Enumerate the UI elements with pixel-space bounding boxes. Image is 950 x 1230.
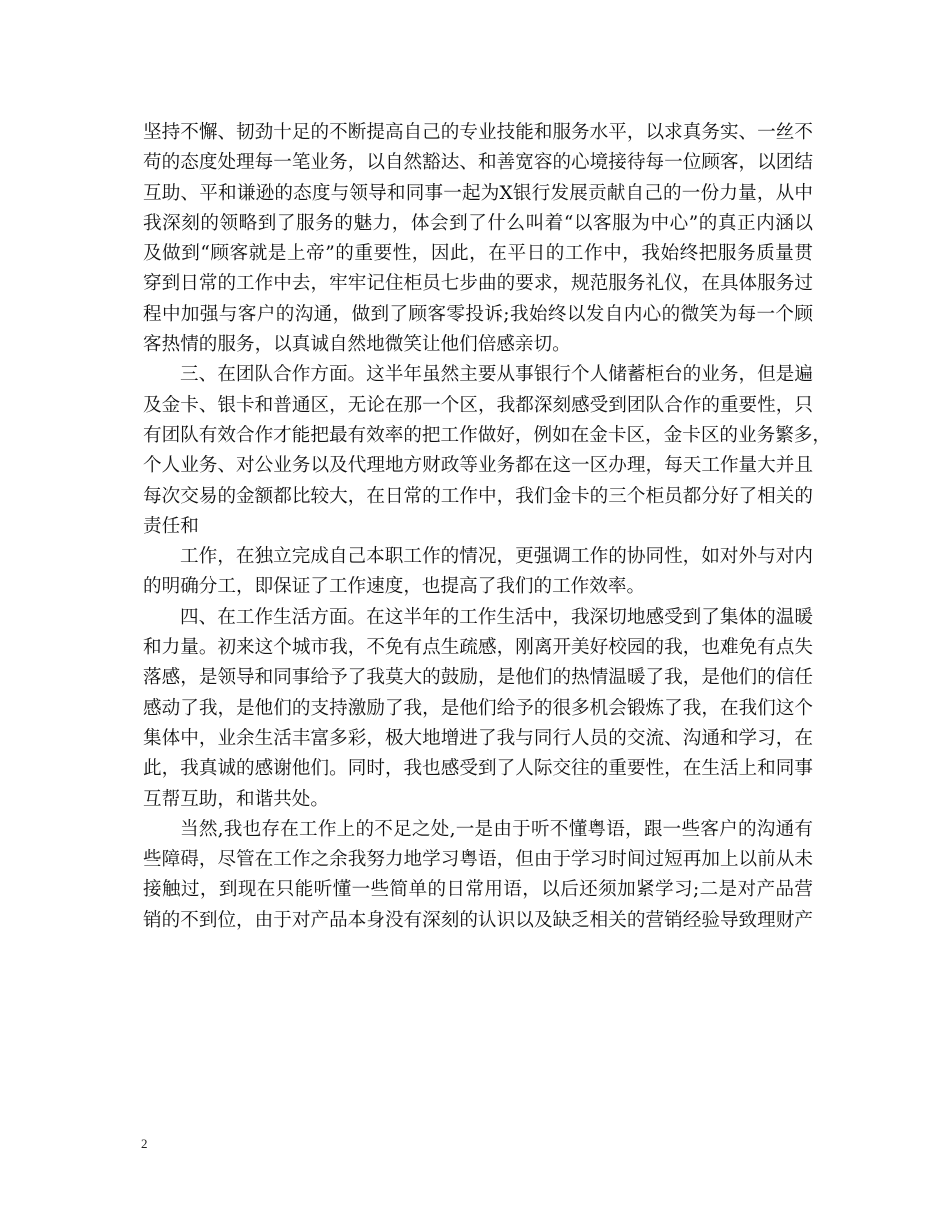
paragraph: [143, 815, 813, 936]
text-line: 感动了我，是他们的支持激励了我，是他们给予的很多机会锻炼了我，在我们这个: [143, 697, 813, 719]
text-line: 每次交易的金额都比较大，在日常的工作中，我们金卡的三个柜员都分好了相关的: [143, 485, 813, 507]
paragraph: [143, 603, 813, 815]
text-line: 客热情的服务，以真诚自然地微笑让他们倍感亲切。: [143, 334, 571, 356]
text-line: 有团队有效合作才能把最有效率的把工作做好，例如在金卡区，金卡区的业务繁多，: [143, 424, 831, 446]
page-number: 2: [141, 1136, 148, 1151]
text-line: 销的不到位，由于对产品本身没有深刻的认识以及缺乏相关的营销经验导致理财产: [143, 909, 813, 931]
text-line: 些障碍，尽管在工作之余我努力地学习粤语，但由于学习时间过短再加上以前从未: [143, 849, 813, 871]
text-line: 的明确分工，即保证了工作速度，也提高了我们的工作效率。: [143, 576, 646, 598]
text-line: 程中加强与客户的沟通，做到了顾客零投诉;我始终以发自内心的微笑为每一个顾: [143, 303, 813, 325]
text-line: 当然,我也存在工作上的不足之处,一是由于听不懂粤语，跟一些客户的沟通有: [180, 818, 813, 840]
paragraph: [143, 118, 813, 360]
text-line: 工作，在独立完成自己本职工作的情况，更强调工作的协同性，如对外与对内: [180, 546, 813, 568]
text-line: 个人业务、对公业务以及代理地方财政等业务都在这一区办理，每天工作量大并且: [143, 455, 813, 477]
text-line: 集体中，业余生活丰富多彩，极大地增进了我与同行人员的交流、沟通和学习，在: [143, 727, 813, 749]
text-line: 及做到“顾客就是上帝”的重要性，因此，在平日的工作中，我始终把服务质量贯: [143, 243, 813, 265]
text-line: 四、在工作生活方面。在这半年的工作生活中，我深切地感受到了集体的温暖: [180, 606, 813, 628]
text-line: 及金卡、银卡和普通区，无论在那一个区，我都深刻感受到团队合作的重要性，只: [143, 394, 813, 416]
text-line: 三、在团队合作方面。这半年虽然主要从事银行个人储蓄柜台的业务，但是遍: [180, 364, 813, 386]
text-line: 坚持不懈、韧劲十足的不断提高自己的专业技能和服务水平，以求真务实、一丝不: [143, 122, 813, 143]
text-line: 互帮互助，和谐共处。: [143, 788, 329, 810]
text-line: 和力量。初来这个城市我，不免有点生疏感，刚离开美好校园的我，也难免有点失: [143, 637, 813, 659]
paragraph: [143, 360, 831, 542]
text-line: 苟的态度处理每一笔业务，以自然豁达、和善宽容的心境接待每一位顾客，以团结: [143, 152, 813, 174]
text-line: 穿到日常的工作中去，牢牢记住柜员七步曲的要求，规范服务礼仪，在具体服务过: [143, 273, 813, 295]
text-line: 我深刻的领略到了服务的魅力，体会到了什么叫着“以客服为中心”的真正内涵以: [143, 212, 813, 234]
text-line: 接触过，到现在只能听懂一些简单的日常用语，以后还须加紧学习;二是对产品营: [143, 879, 813, 901]
text-line: 责任和: [143, 515, 199, 537]
document-body: [143, 118, 831, 936]
text-line: 互助、平和谦逊的态度与领导和同事一起为X银行发展贡献自己的一份力量，从中: [143, 182, 813, 204]
paragraph: [143, 542, 813, 603]
text-line: 落感，是领导和同事给予了我莫大的鼓励，是他们的热情温暖了我，是他们的信任: [143, 667, 813, 689]
text-line: 此，我真诚的感谢他们。同时，我也感受到了人际交往的重要性，在生活上和同事: [143, 758, 813, 780]
